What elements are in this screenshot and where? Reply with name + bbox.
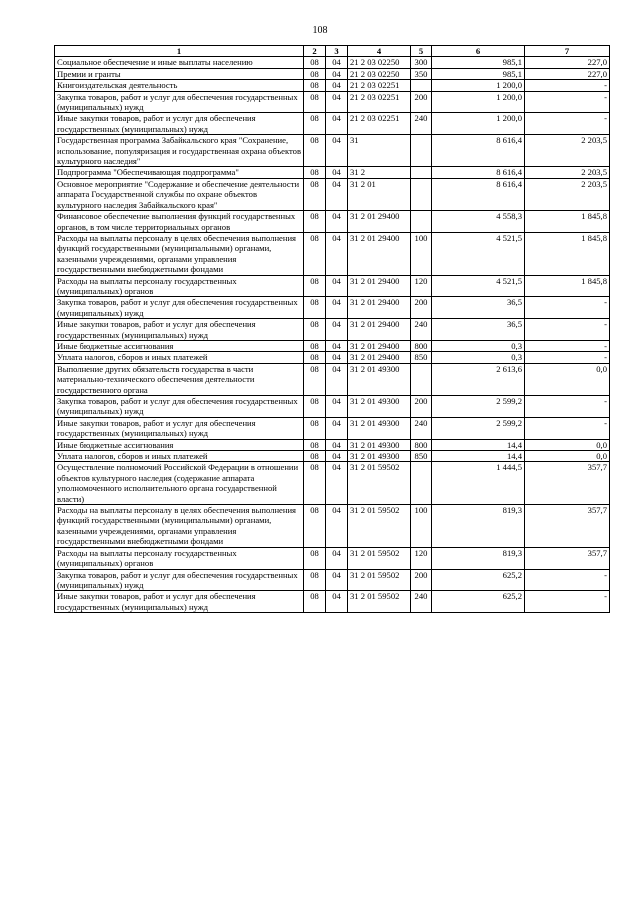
column-header: 1 [55,46,304,57]
section-code-cell: 08 [304,167,326,178]
section-code-cell: 08 [304,363,326,395]
target-article-code-cell: 31 2 01 59502 [348,569,411,591]
amount-executed-cell: 357,7 [525,505,610,548]
amount-plan-cell: 625,2 [432,591,525,613]
expense-name-cell: Расходы на выплаты персоналу в целях обеспечения выполнения функций государственными (муниципальными) органами, казенными учреждениями, органами управления государственными внебюджетными фондами [55,505,304,548]
expense-name-cell: Закупка товаров, работ и услуг для обеспечения государственных (муниципальных) нужд [55,396,304,418]
amount-plan-cell: 4 558,3 [432,211,525,233]
expense-name-cell: Иные закупки товаров, работ и услуг для обеспечения государственных (муниципальных) нужд [55,319,304,341]
subsection-code-cell: 04 [326,417,348,439]
expense-name-cell: Расходы на выплаты персоналу государственных (муниципальных) органов [55,275,304,297]
table-row [55,569,610,591]
subsection-code-cell: 04 [326,505,348,548]
target-article-code-cell: 31 2 01 29400 [348,211,411,233]
amount-executed-cell: - [525,297,610,319]
expense-name-cell: Расходы на выплаты персоналу государственных (муниципальных) органов [55,547,304,569]
amount-executed-cell: - [525,91,610,113]
target-article-code-cell: 31 2 01 29400 [348,319,411,341]
table-row [55,91,610,113]
expense-name-cell: Иные закупки товаров, работ и услуг для обеспечения государственных (муниципальных) нужд [55,417,304,439]
section-code-cell: 08 [304,396,326,418]
amount-executed-cell: - [525,80,610,91]
amount-plan-cell: 1 444,5 [432,462,525,505]
expense-type-code-cell: 200 [411,91,432,113]
expense-name-cell: Финансовое обеспечение выполнения функций государственных органов, в том числе территориальных органов [55,211,304,233]
table-body [55,57,610,613]
section-code-cell: 08 [304,135,326,167]
section-code-cell: 08 [304,462,326,505]
section-code-cell: 08 [304,211,326,233]
section-code-cell: 08 [304,91,326,113]
subsection-code-cell: 04 [326,68,348,79]
expense-name-cell: Иные бюджетные ассигнования [55,340,304,351]
expense-name-cell: Уплата налогов, сборов и иных платежей [55,352,304,363]
target-article-code-cell: 31 2 01 49300 [348,417,411,439]
expense-type-code-cell: 300 [411,57,432,68]
subsection-code-cell: 04 [326,569,348,591]
target-article-code-cell: 31 2 01 [348,178,411,210]
amount-plan-cell: 0,3 [432,340,525,351]
amount-plan-cell: 625,2 [432,569,525,591]
expense-type-code-cell: 240 [411,591,432,613]
table-row [55,80,610,91]
expense-name-cell: Государственная программа Забайкальского края "Сохранение, использование, популяризация и государственная охрана объектов культурного наследия" [55,135,304,167]
amount-executed-cell: 0,0 [525,363,610,395]
target-article-code-cell: 31 2 01 59502 [348,547,411,569]
amount-executed-cell: - [525,569,610,591]
amount-executed-cell: 0,0 [525,451,610,462]
target-article-code-cell: 31 2 01 49300 [348,451,411,462]
amount-plan-cell: 819,3 [432,505,525,548]
expense-type-code-cell [411,363,432,395]
column-header: 6 [432,46,525,57]
column-number-row [55,46,610,57]
column-header: 2 [304,46,326,57]
table-row [55,211,610,233]
expense-type-code-cell: 200 [411,396,432,418]
target-article-code-cell: 31 2 01 29400 [348,232,411,275]
amount-plan-cell: 36,5 [432,319,525,341]
amount-plan-cell: 2 599,2 [432,396,525,418]
target-article-code-cell: 31 [348,135,411,167]
expense-type-code-cell [411,167,432,178]
subsection-code-cell: 04 [326,363,348,395]
target-article-code-cell: 31 2 01 49300 [348,363,411,395]
subsection-code-cell: 04 [326,232,348,275]
expense-type-code-cell: 100 [411,232,432,275]
expense-name-cell: Закупка товаров, работ и услуг для обеспечения государственных (муниципальных) нужд [55,297,304,319]
section-code-cell: 08 [304,547,326,569]
section-code-cell: 08 [304,57,326,68]
table-row [55,505,610,548]
subsection-code-cell: 04 [326,462,348,505]
table-row [55,396,610,418]
expense-name-cell: Основное мероприятие "Содержание и обеспечение деятельности аппарата Государственной службы по охране объектов культурного наследия Забайкальского края" [55,178,304,210]
section-code-cell: 08 [304,68,326,79]
amount-plan-cell: 1 200,0 [432,113,525,135]
table-row [55,363,610,395]
page-number: 108 [312,25,328,36]
subsection-code-cell: 04 [326,178,348,210]
subsection-code-cell: 04 [326,547,348,569]
section-code-cell: 08 [304,352,326,363]
expense-name-cell: Иные закупки товаров, работ и услуг для обеспечения государственных (муниципальных) нужд [55,591,304,613]
amount-executed-cell: 357,7 [525,462,610,505]
expense-name-cell: Подпрограмма "Обеспечивающая подпрограмма" [55,167,304,178]
expense-type-code-cell: 240 [411,113,432,135]
budget-table [54,45,610,613]
expense-name-cell: Закупка товаров, работ и услуг для обеспечения государственных (муниципальных) нужд [55,91,304,113]
table-row [55,275,610,297]
subsection-code-cell: 04 [326,91,348,113]
expense-type-code-cell [411,135,432,167]
expense-name-cell: Расходы на выплаты персоналу в целях обеспечения выполнения функций государственными (муниципальными) органами, казенными учреждениями, органами управления государственными внебюджетными фондами [55,232,304,275]
expense-type-code-cell [411,178,432,210]
target-article-code-cell: 21 2 03 02251 [348,80,411,91]
section-code-cell: 08 [304,319,326,341]
amount-plan-cell: 14,4 [432,451,525,462]
target-article-code-cell: 21 2 03 02250 [348,57,411,68]
target-article-code-cell: 31 2 01 59502 [348,462,411,505]
expense-type-code-cell: 850 [411,451,432,462]
section-code-cell: 08 [304,113,326,135]
section-code-cell: 08 [304,505,326,548]
expense-name-cell: Иные бюджетные ассигнования [55,439,304,450]
expense-type-code-cell: 800 [411,340,432,351]
amount-plan-cell: 2 613,6 [432,363,525,395]
section-code-cell: 08 [304,178,326,210]
table-row [55,352,610,363]
expense-name-cell: Социальное обеспечение и иные выплаты населению [55,57,304,68]
expense-name-cell: Закупка товаров, работ и услуг для обеспечения государственных (муниципальных) нужд [55,569,304,591]
table-row [55,135,610,167]
table-row [55,232,610,275]
table-row [55,178,610,210]
expense-type-code-cell: 850 [411,352,432,363]
subsection-code-cell: 04 [326,275,348,297]
subsection-code-cell: 04 [326,319,348,341]
expense-name-cell: Премии и гранты [55,68,304,79]
amount-plan-cell: 14,4 [432,439,525,450]
expense-type-code-cell [411,462,432,505]
section-code-cell: 08 [304,451,326,462]
target-article-code-cell: 31 2 01 29400 [348,297,411,319]
target-article-code-cell: 31 2 01 29400 [348,352,411,363]
expense-name-cell: Иные закупки товаров, работ и услуг для обеспечения государственных (муниципальных) нужд [55,113,304,135]
target-article-code-cell: 31 2 [348,167,411,178]
column-header: 5 [411,46,432,57]
table-row [55,319,610,341]
target-article-code-cell: 31 2 01 29400 [348,275,411,297]
amount-plan-cell: 985,1 [432,68,525,79]
amount-executed-cell: - [525,113,610,135]
table-row [55,340,610,351]
target-article-code-cell: 21 2 03 02251 [348,91,411,113]
subsection-code-cell: 04 [326,80,348,91]
subsection-code-cell: 04 [326,297,348,319]
amount-executed-cell: - [525,417,610,439]
expense-type-code-cell: 120 [411,275,432,297]
target-article-code-cell: 31 2 01 59502 [348,591,411,613]
amount-plan-cell: 0,3 [432,352,525,363]
table-row [55,417,610,439]
amount-executed-cell: - [525,396,610,418]
expense-type-code-cell [411,211,432,233]
expense-name-cell: Уплата налогов, сборов и иных платежей [55,451,304,462]
subsection-code-cell: 04 [326,591,348,613]
subsection-code-cell: 04 [326,396,348,418]
expense-type-code-cell: 240 [411,319,432,341]
expense-type-code-cell: 240 [411,417,432,439]
amount-executed-cell: - [525,352,610,363]
subsection-code-cell: 04 [326,135,348,167]
amount-plan-cell: 4 521,5 [432,275,525,297]
section-code-cell: 08 [304,569,326,591]
section-code-cell: 08 [304,232,326,275]
subsection-code-cell: 04 [326,167,348,178]
table-row [55,591,610,613]
section-code-cell: 08 [304,439,326,450]
amount-executed-cell: 2 203,5 [525,167,610,178]
expense-type-code-cell: 200 [411,569,432,591]
table-row [55,113,610,135]
amount-executed-cell: 357,7 [525,547,610,569]
table-row [55,68,610,79]
table-row [55,462,610,505]
amount-executed-cell: 2 203,5 [525,135,610,167]
subsection-code-cell: 04 [326,57,348,68]
target-article-code-cell: 21 2 03 02250 [348,68,411,79]
table-row [55,297,610,319]
amount-plan-cell: 1 200,0 [432,80,525,91]
target-article-code-cell: 31 2 01 49300 [348,396,411,418]
target-article-code-cell: 31 2 01 59502 [348,505,411,548]
subsection-code-cell: 04 [326,439,348,450]
amount-executed-cell: - [525,319,610,341]
amount-plan-cell: 36,5 [432,297,525,319]
section-code-cell: 08 [304,591,326,613]
expense-type-code-cell [411,80,432,91]
subsection-code-cell: 04 [326,451,348,462]
section-code-cell: 08 [304,417,326,439]
table-row [55,547,610,569]
table-row [55,451,610,462]
subsection-code-cell: 04 [326,340,348,351]
amount-executed-cell: 2 203,5 [525,178,610,210]
amount-executed-cell: 1 845,8 [525,232,610,275]
column-header: 3 [326,46,348,57]
amount-plan-cell: 4 521,5 [432,232,525,275]
target-article-code-cell: 21 2 03 02251 [348,113,411,135]
amount-executed-cell: - [525,591,610,613]
table-row [55,57,610,68]
expense-name-cell: Осуществление полномочий Российской Федерации в отношении объектов культурного наследия (содержание аппарата уполномоченного исполнительного органа государственной власти) [55,462,304,505]
section-code-cell: 08 [304,275,326,297]
amount-plan-cell: 8 616,4 [432,135,525,167]
expense-name-cell: Выполнение других обязательств государства в части материально-технического обеспечения деятельности государственного органа [55,363,304,395]
amount-plan-cell: 819,3 [432,547,525,569]
expense-type-code-cell: 800 [411,439,432,450]
table-row [55,439,610,450]
table-row [55,167,610,178]
subsection-code-cell: 04 [326,211,348,233]
amount-plan-cell: 2 599,2 [432,417,525,439]
subsection-code-cell: 04 [326,113,348,135]
amount-plan-cell: 985,1 [432,57,525,68]
amount-executed-cell: 227,0 [525,57,610,68]
section-code-cell: 08 [304,80,326,91]
amount-executed-cell: 227,0 [525,68,610,79]
amount-executed-cell: 1 845,8 [525,211,610,233]
section-code-cell: 08 [304,340,326,351]
expense-type-code-cell: 100 [411,505,432,548]
expense-type-code-cell: 200 [411,297,432,319]
target-article-code-cell: 31 2 01 49300 [348,439,411,450]
column-header: 7 [525,46,610,57]
expense-name-cell: Книгоиздательская деятельность [55,80,304,91]
expense-type-code-cell: 350 [411,68,432,79]
subsection-code-cell: 04 [326,352,348,363]
amount-executed-cell: 0,0 [525,439,610,450]
amount-plan-cell: 1 200,0 [432,91,525,113]
amount-executed-cell: - [525,340,610,351]
amount-executed-cell: 1 845,8 [525,275,610,297]
amount-plan-cell: 8 616,4 [432,167,525,178]
column-header: 4 [348,46,411,57]
expense-type-code-cell: 120 [411,547,432,569]
target-article-code-cell: 31 2 01 29400 [348,340,411,351]
amount-plan-cell: 8 616,4 [432,178,525,210]
section-code-cell: 08 [304,297,326,319]
